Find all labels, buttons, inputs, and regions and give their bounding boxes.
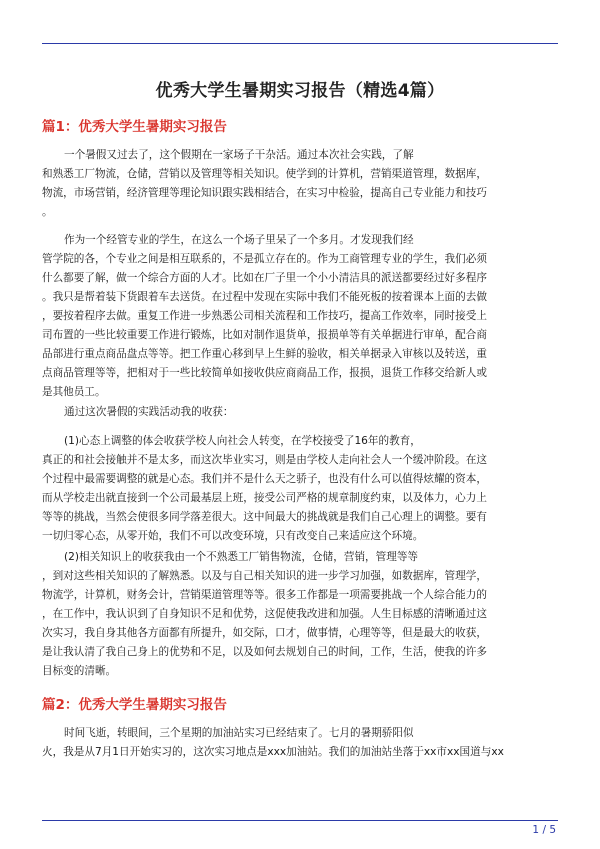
- text-line: 是其他员工。: [42, 386, 106, 398]
- text-line: 。我只是帮着装下货跟着车去送货。在过程中发现在实际中我们不能死板的按着课本上面的去做: [42, 291, 487, 303]
- text-line: 和熟悉工厂物流，仓储，营销以及管理等相关知识。使学到的计算机，营销渠道管理，数据库，: [42, 168, 487, 180]
- paragraph-2: [42, 231, 558, 402]
- text-line: ，要按着程序去做。重复工作进一步熟悉公司相关流程和工作技巧，提高工作效率，同时接受上: [42, 310, 487, 322]
- text-line: 点商品管理等等，把相对于一些比较简单如接收供应商商品工作，报损，退货工作移交给新人或: [42, 367, 487, 379]
- text-line: ，在工作中，我认识到了自身知识不足和优势，这促使我改进和加强。人生目标感的清晰通过这: [42, 608, 487, 620]
- section-1-heading: 篇1：优秀大学生暑期实习报告: [42, 119, 227, 135]
- footer-rule: [42, 820, 558, 821]
- text-line: 一个暑假又过去了，这个假期在一家场子干杂活。通过本次社会实践，了解: [64, 149, 414, 161]
- paragraph-6: [42, 724, 558, 762]
- text-line: 次实习，我自身其他各方面都有所提升，如交际，口才，做事情，心理等等，但是最大的收获，: [42, 627, 487, 639]
- text-line: 。: [42, 206, 53, 218]
- text-line: 物流学，计算机，财务会计，营销渠道管理等等。很多工作都是一项需要挑战一个人综合能力的: [42, 589, 487, 601]
- text-line: 一切归零心态，从零开始，我们不可以改变环境，只有改变自己来适应这个环境。: [42, 530, 424, 542]
- paragraph-3: [42, 403, 558, 422]
- section-2-heading: 篇2：优秀大学生暑期实习报告: [42, 697, 227, 713]
- text-line: 管学院的各，个专业之间是相互联系的，不是孤立存在的。作为工商管理专业的学生，我们必须: [42, 253, 487, 265]
- text-line: 真正的和社会接触并不是太多，而这次毕业实习，则是由学校人走向社会人一个缓冲阶段。在这: [42, 454, 487, 466]
- text-line: 是让我认清了我自己身上的优势和不足，以及如何去规划自己的时间，工作，生活，使我的许多: [42, 646, 487, 658]
- text-line: 火，我是从7月1日开始实习的，这次实习地点是xxx加油站。我们的加油站坐落于xx市xx国道与xx: [42, 746, 504, 758]
- text-line: ，到对这些相关知识的了解熟悉。以及与自己相关知识的进一步学习加强，如数据库，管理学，: [42, 570, 487, 582]
- header-rule: [42, 43, 558, 44]
- paragraph-1: [42, 146, 558, 222]
- text-line: 目标变的清晰。: [42, 665, 117, 677]
- text-line: 司布置的一些比较重要工作进行锻炼，比如对制作退货单，报损单等有关单据进行审单，配合商: [42, 329, 487, 341]
- text-line: 作为一个经管专业的学生，在这么一个场子里呆了一个多月。才发现我们经: [64, 234, 414, 246]
- text-line: 时间飞逝，转眼间，三个星期的加油站实习已经结束了。七月的暑期骄阳似: [64, 727, 414, 739]
- text-line: 什么都要了解，做一个综合方面的人才。比如在厂子里一个小小清洁具的派送都要经过好多程序: [42, 272, 487, 284]
- document-title: 优秀大学生暑期实习报告（精选4篇）: [155, 81, 445, 101]
- text-line: (2)相关知识上的收获我由一个不熟悉工厂销售物流，仓储，营销，管理等等: [64, 551, 419, 563]
- paragraph-5: [42, 548, 558, 681]
- text-line: 而从学校走出就直接到一个公司最基层上班，接受公司严格的规章制度约束，以及体力，心力上: [42, 492, 487, 504]
- text-line: (1)心态上调整的体会收获学校人向社会人转变，在学校接受了16年的教育，: [64, 435, 421, 447]
- text-line: 个过程中最需要调整的就是心态。我们并不是什么天之骄子，也没有什么可以值得炫耀的资本，: [42, 473, 487, 485]
- paragraph-4: [42, 432, 558, 546]
- page-number: 1 / 5: [532, 824, 556, 836]
- text-line: 等等的挑战，当然会使很多同学落差很大。这中间最大的挑战就是我们自己心理上的调整。要有: [42, 511, 487, 523]
- text-line: 品部进行重点商品盘点等等。把工作重心移到早上生鲜的验收，相关单据录入审核以及转送，重: [42, 348, 487, 360]
- text-line: 物流，市场营销，经济管理等理论知识跟实践相结合，在实习中检验，提高自己专业能力和技巧: [42, 187, 487, 199]
- text-line: 通过这次暑假的实践活动我的收获：: [64, 406, 234, 418]
